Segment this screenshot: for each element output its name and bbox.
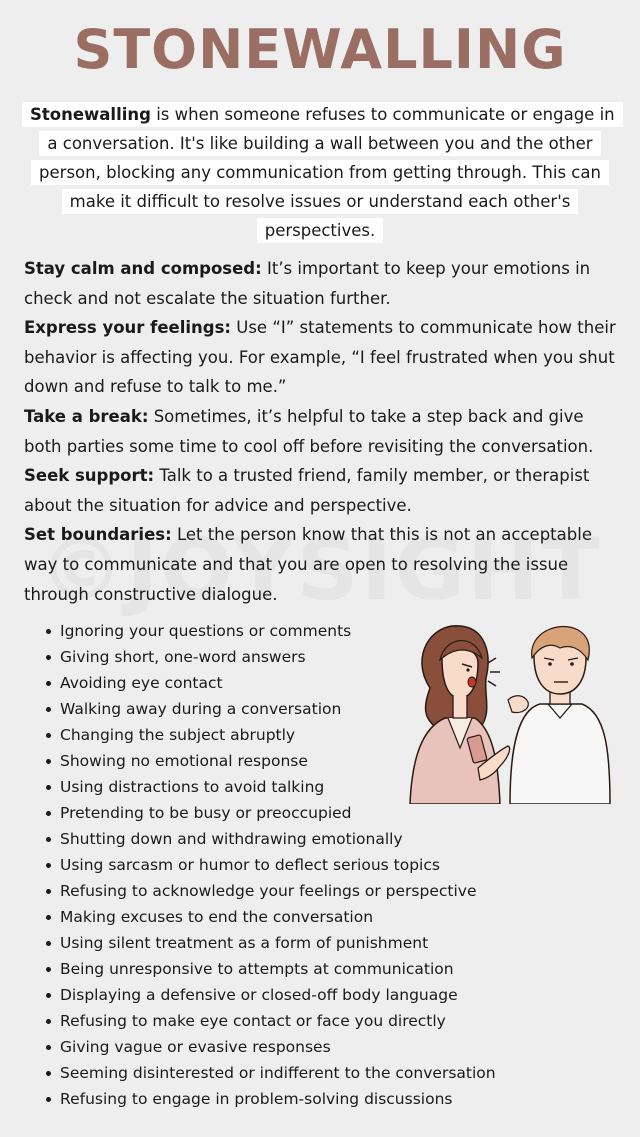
argument-illustration	[400, 618, 616, 804]
list-item: Refusing to acknowledge your feelings or perspective	[44, 878, 504, 904]
tip-heading: Seek support:	[24, 466, 155, 486]
list-item: Using silent treatment as a form of punishment	[44, 930, 504, 956]
intro-term: Stonewalling	[30, 105, 151, 124]
tip-item	[24, 402, 620, 461]
man-figure	[508, 626, 610, 804]
list-item: Shutting down and withdrawing emotionally	[44, 826, 504, 852]
tip-text: Talk to a trusted friend, family member, or therapist about the situation for advice and perspective.	[24, 466, 590, 515]
list-item: Using distractions to avoid talking	[44, 774, 504, 800]
intro-highlight	[22, 102, 623, 243]
intro-text: is when someone refuses to communicate or engage in a conversation. It's like building a wall between you and the other person, blocking any communication from getting through. This can make it difficult to resolve issues or understand each other's perspectives.	[39, 105, 615, 240]
list-item: Refusing to engage in problem-solving discussions	[44, 1086, 504, 1112]
list-item: Making excuses to end the conversation	[44, 904, 504, 930]
tip-heading: Take a break:	[24, 406, 149, 426]
tip-heading: Express your feelings:	[24, 318, 232, 338]
tip-item	[24, 461, 620, 520]
tip-item	[24, 254, 620, 313]
list-item: Being unresponsive to attempts at communication	[44, 956, 504, 982]
list-item: Refusing to make eye contact or face you directly	[44, 1008, 504, 1034]
list-item: Pretending to be busy or preoccupied	[44, 800, 504, 826]
tip-text: Sometimes, it’s helpful to take a step back and give both parties some time to cool off before revisiting the conversation.	[24, 406, 594, 456]
list-item: Ignoring your questions or comments	[44, 618, 504, 644]
tip-heading: Set boundaries:	[24, 525, 172, 545]
list-item: Displaying a defensive or closed-off body language	[44, 982, 504, 1008]
tip-text: It’s important to keep your emotions in check and not escalate the situation further.	[24, 259, 591, 308]
list-item: Giving vague or evasive responses	[44, 1034, 504, 1060]
tip-text: Use “I” statements to communicate how their behavior is affecting you. For example, “I feel frustrated when you shut down and refuse to talk to me.”	[24, 318, 616, 397]
list-item: Giving short, one-word answers	[44, 644, 504, 670]
list-item: Changing the subject abruptly	[44, 722, 504, 748]
shout-lines	[488, 658, 500, 686]
list-item: Seeming disinterested or indifferent to the conversation	[44, 1060, 504, 1086]
list-item: Showing no emotional response	[44, 748, 504, 774]
tip-item	[24, 520, 620, 609]
tip-text: Let the person know that this is not an acceptable way to communicate and that you are open to resolving the issue through constructive dialogue.	[24, 525, 592, 604]
tip-heading: Stay calm and composed:	[24, 259, 262, 278]
list-item: Walking away during a conversation	[44, 696, 504, 722]
tips-section	[24, 254, 620, 609]
page-title: STONEWALLING	[73, 18, 567, 81]
intro-paragraph	[22, 100, 618, 245]
woman-figure	[410, 626, 510, 804]
list-item: Using sarcasm or humor to deflect serious topics	[44, 852, 504, 878]
tip-item	[24, 313, 620, 402]
list-item: Avoiding eye contact	[44, 670, 504, 696]
